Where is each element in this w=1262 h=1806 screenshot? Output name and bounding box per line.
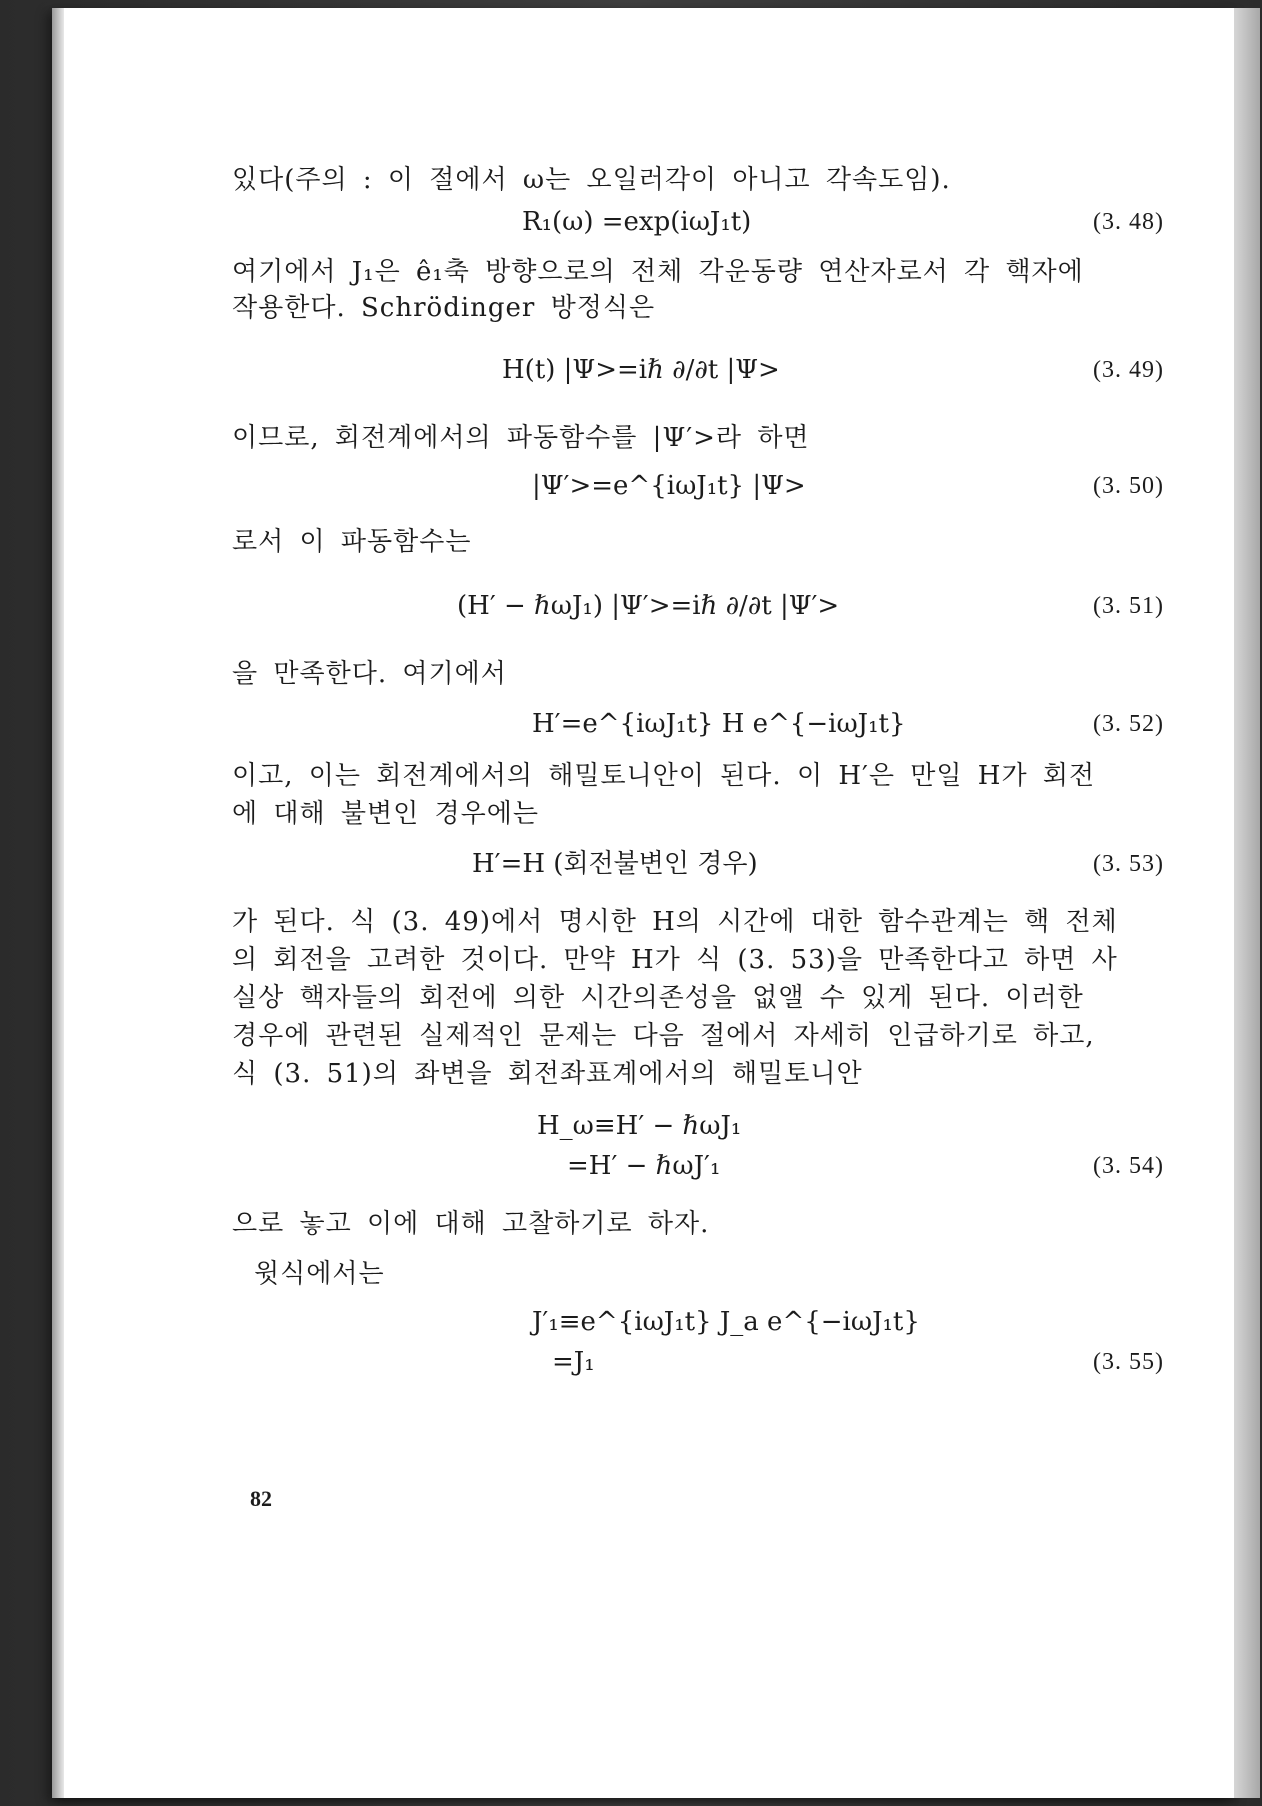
equation-3-52 <box>232 704 1172 748</box>
paragraph-7-line-5: 식 (3. 51)의 좌변을 회전좌표계에서의 해밀토니안 <box>232 1059 863 1089</box>
paragraph-9: 윗식에서는 <box>254 1259 385 1289</box>
equation-body: =J₁ <box>552 1347 595 1377</box>
paragraph-8: 으로 놓고 이에 대해 고찰하기로 하자. <box>232 1209 710 1239</box>
equation-body: =H′ − ℏωJ′₁ <box>567 1151 721 1181</box>
equation-number: (3. 51) <box>1093 593 1164 619</box>
paragraph-7-line-4: 경우에 관련된 실제적인 문제는 다음 절에서 자세히 인급하기로 하고, <box>232 1021 1095 1051</box>
equation-body: |Ψ′>=e^{iωJ₁t} |Ψ> <box>532 471 806 501</box>
equation-3-54-line-2 <box>232 1146 1172 1190</box>
equation-number: (3. 54) <box>1093 1153 1164 1179</box>
equation-3-53 <box>232 844 1172 888</box>
equation-number: (3. 49) <box>1093 357 1164 383</box>
paragraph-1: 있다(주의 : 이 절에서 ω는 오일러각이 아니고 각속도임). <box>232 165 951 195</box>
equation-number: (3. 55) <box>1093 1349 1164 1375</box>
equation-body: H(t) |Ψ>=iℏ ∂/∂t |Ψ> <box>502 355 780 385</box>
page-binding-shadow <box>52 8 64 1798</box>
page-number: 82 <box>250 1486 272 1511</box>
equation-body: R₁(ω) =exp(iωJ₁t) <box>522 207 752 237</box>
equation-3-50 <box>232 466 1172 510</box>
equation-3-55-line-2 <box>232 1342 1172 1386</box>
paragraph-7-line-1: 가 된다. 식 (3. 49)에서 명시한 H의 시간에 대한 함수관계는 핵 전체 <box>232 907 1118 937</box>
equation-body: H′=H (회전불변인 경우) <box>472 849 758 879</box>
equation-3-48 <box>232 202 1172 246</box>
paragraph-7-line-3: 실상 핵자들의 회전에 의한 시간의존성을 없앨 수 있게 된다. 이러한 <box>232 983 1084 1013</box>
equation-body: (H′ − ℏωJ₁) |Ψ′>=iℏ ∂/∂t |Ψ′> <box>457 591 840 621</box>
equation-number: (3. 52) <box>1093 711 1164 737</box>
equation-body: J′₁≡e^{iωJ₁t} J_a e^{−iωJ₁t} <box>532 1307 920 1337</box>
equation-3-49 <box>232 350 1172 394</box>
paragraph-2-line-1: 여기에서 J₁은 ê₁축 방향으로의 전체 각운동량 연산자로서 각 핵자에 <box>232 257 1084 287</box>
equation-3-54-line-1 <box>232 1106 1172 1150</box>
equation-body: H_ω≡H′ − ℏωJ₁ <box>537 1111 742 1141</box>
paragraph-3: 이므로, 회전계에서의 파동함수를 |Ψ′>라 하면 <box>232 423 810 453</box>
paragraph-6-line-1: 이고, 이는 회전계에서의 해밀토니안이 된다. 이 H′은 만일 H가 회전 <box>232 761 1096 791</box>
paragraph-4: 로서 이 파동함수는 <box>232 527 472 557</box>
equation-number: (3. 48) <box>1093 209 1164 235</box>
paragraph-7-line-2: 의 회전을 고려한 것이다. 만약 H가 식 (3. 53)을 만족한다고 하면 사 <box>232 945 1118 975</box>
equation-number: (3. 53) <box>1093 851 1164 877</box>
paragraph-2-line-2: 작용한다. Schrödinger 방정식은 <box>232 293 656 323</box>
equation-3-51 <box>232 586 1172 630</box>
paragraph-6-line-2: 에 대해 불변인 경우에는 <box>232 799 539 829</box>
equation-body: H′=e^{iωJ₁t} H e^{−iωJ₁t} <box>532 709 906 739</box>
equation-number: (3. 50) <box>1093 473 1164 499</box>
book-page <box>52 8 1234 1798</box>
page-edge <box>1234 8 1260 1798</box>
paragraph-5: 을 만족한다. 여기에서 <box>232 659 507 689</box>
equation-3-55-line-1 <box>232 1302 1172 1346</box>
